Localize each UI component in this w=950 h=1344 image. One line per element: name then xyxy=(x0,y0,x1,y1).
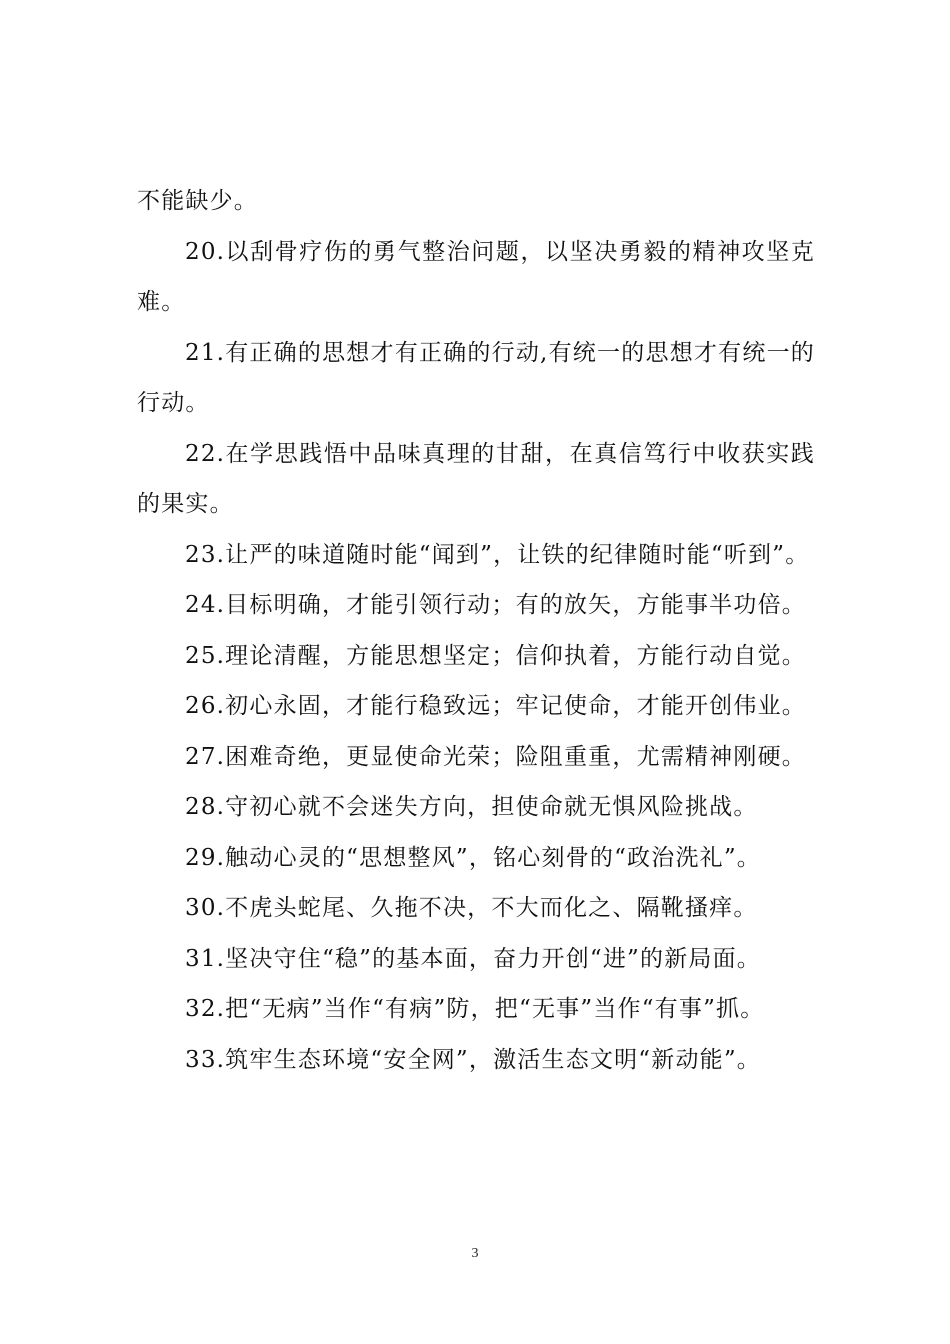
paragraph-item-26: 26.初心永固，才能行稳致远；牢记使命，才能开创伟业。 xyxy=(185,693,806,719)
paragraph-item-21: 21.有正确的思想才有正确的行动,有统一的思想才有统一的行动。 xyxy=(137,339,815,416)
paragraph-item-33: 33.筑牢生态环境“安全网”，激活生态文明“新动能”。 xyxy=(185,1046,762,1073)
paragraph-item-27: 27.困难奇绝，更显使命光荣；险阻重重，尤需精神刚硬。 xyxy=(185,743,806,770)
paragraph-item-28: 28.守初心就不会迷失方向，担使命就无惧风险挑战。 xyxy=(185,794,758,820)
paragraph-item-23: 23.让严的味道随时能“闻到”，让铁的纪律随时能“听到”。 xyxy=(185,541,810,568)
paragraph-item-29: 29.触动心灵的“思想整风”，铭心刻骨的“政治洗礼”。 xyxy=(185,844,762,871)
paragraph-item-25: 25.理论清醒，方能思想坚定；信仰执着，方能行动自觉。 xyxy=(185,642,806,669)
paragraph-continuation: 不能缺少。 xyxy=(137,188,258,214)
page-number: 3 xyxy=(471,1246,479,1261)
paragraph-item-24: 24.目标明确，才能引领行动；有的放矢，方能事半功倍。 xyxy=(185,592,806,618)
paragraph-item-32: 32.把“无病”当作“有病”防，把“无事”当作“有事”抓。 xyxy=(185,996,765,1022)
paragraph-item-20: 20.以刮骨疗伤的勇气整治问题，以坚决勇毅的精神攻坚克难。 xyxy=(137,238,815,315)
paragraph-item-22: 22.在学思践悟中品味真理的甘甜，在真信笃行中收获实践的果实。 xyxy=(137,440,815,517)
paragraph-item-30: 30.不虎头蛇尾、久拖不决，不大而化之、隔靴搔痒。 xyxy=(185,895,758,921)
body-text xyxy=(137,176,815,1085)
paragraph-item-31: 31.坚决守住“稳”的基本面，奋力开创“进”的新局面。 xyxy=(185,945,762,972)
